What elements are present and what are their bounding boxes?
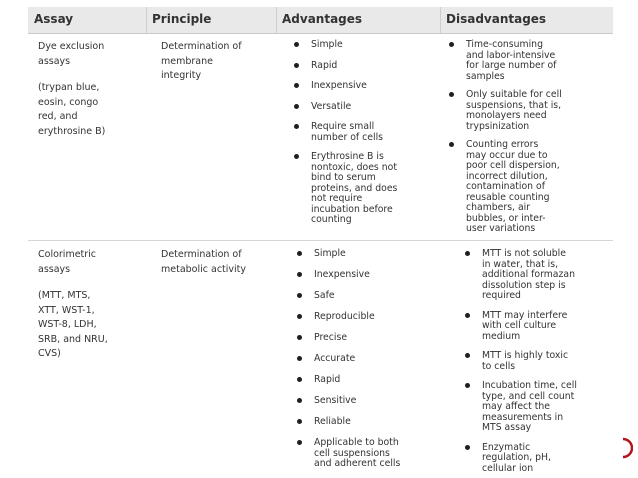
assay-text: (trypan blue, [38, 82, 100, 93]
bullet-icon [294, 83, 299, 88]
assay-text: assays [38, 55, 71, 67]
spacer [38, 69, 146, 81]
list-item: Reliable [296, 417, 441, 428]
bullet-icon [297, 251, 302, 256]
assay-text: SRB, and NRU, [38, 333, 108, 345]
list-item: MTT may interfere with cell culture medium [464, 311, 614, 343]
bullet-icon [465, 353, 470, 358]
disadvantages-list [464, 249, 614, 474]
assay-text: WST-8, LDH, [38, 319, 97, 330]
list-item: Safe [296, 291, 441, 302]
principle-text: integrity [161, 70, 202, 81]
bullet-icon [465, 251, 470, 256]
red-arc-decoration-icon [619, 437, 633, 459]
disadvantages-cell [464, 249, 614, 474]
list-item: Reproducible [296, 312, 441, 323]
header-disadvantages: Disadvantages [446, 12, 547, 26]
list-item: Rapid [296, 375, 441, 386]
principle-text: membrane [161, 55, 213, 67]
assay-cell [38, 248, 146, 362]
list-item: Time-consuming and labor-intensive for large number of samples [448, 40, 613, 82]
assay-text: assays [38, 263, 71, 275]
list-item: MTT is not soluble in water, that is, additional formazan dissolution step is required [464, 249, 614, 302]
advantages-list [293, 40, 438, 226]
table-header-row [28, 7, 613, 34]
list-item: Accurate [296, 354, 441, 365]
principle-cell [161, 248, 276, 277]
header-advantages: Advantages [282, 12, 363, 26]
principle-text: Determination of [161, 41, 242, 52]
bullet-icon [465, 445, 470, 450]
disadvantages-cell [448, 40, 613, 235]
list-item: Applicable to both cell suspensions and adherent cells [296, 438, 441, 470]
principle-text: metabolic activity [161, 263, 247, 275]
bullet-icon [297, 335, 302, 340]
list-item: Erythrosine B is nontoxic, does not bind to serum proteins, and does not require incubation before counting [293, 152, 438, 226]
bullet-icon [297, 356, 302, 361]
disadvantages-list [448, 40, 613, 235]
bullet-icon [294, 154, 299, 159]
bullet-icon [449, 142, 454, 147]
list-item: Only suitable for cell suspensions, that is, monolayers need trypsinization [448, 90, 613, 132]
bullet-icon [449, 42, 454, 47]
bullet-icon [297, 314, 302, 319]
assay-text: Dye exclusion [38, 41, 105, 52]
bullet-icon [297, 419, 302, 424]
assay-text: eosin, congo [38, 96, 99, 108]
list-item: Precise [296, 333, 441, 344]
assay-text: Colorimetric [38, 249, 97, 260]
bullet-icon [297, 272, 302, 277]
list-item: Rapid [293, 61, 438, 72]
row-divider [28, 240, 613, 241]
assay-text: CVS) [38, 348, 61, 359]
bullet-icon [465, 313, 470, 318]
assay-cell [38, 40, 146, 139]
list-item: Require small number of cells [293, 122, 438, 143]
list-item: MTT is highly toxic to cells [464, 351, 614, 372]
bullet-icon [294, 42, 299, 47]
advantages-cell [296, 249, 441, 470]
list-item: Incubation time, cell type, and cell count may affect the measurements in MTS assay [464, 381, 614, 434]
assay-text: erythrosine B) [38, 125, 106, 137]
bullet-icon [294, 63, 299, 68]
list-item: Inexpensive [296, 270, 441, 281]
list-item: Simple [293, 40, 438, 51]
header-principle: Principle [152, 12, 212, 26]
list-item: Inexpensive [293, 81, 438, 92]
bullet-icon [297, 398, 302, 403]
list-item: Versatile [293, 102, 438, 113]
principle-cell [161, 40, 276, 84]
bullet-icon [465, 383, 470, 388]
bullet-icon [297, 293, 302, 298]
list-item: Counting errors may occur due to poor cell dispersion, incorrect dilution, contamination of reusable counting chambers, air bubbles, or inter- user variations [448, 140, 613, 235]
list-item: Sensitive [296, 396, 441, 407]
assay-text: (MTT, MTS, [38, 290, 91, 301]
advantages-cell [293, 40, 438, 226]
list-item: Simple [296, 249, 441, 260]
bullet-icon [294, 104, 299, 109]
principle-text: Determination of [161, 249, 242, 260]
spacer [38, 277, 146, 289]
bullet-icon [297, 440, 302, 445]
list-item: Enzymatic regulation, pH, cellular ion [464, 443, 614, 475]
advantages-list [296, 249, 441, 470]
bullet-icon [449, 92, 454, 97]
header-assay: Assay [34, 12, 74, 26]
bullet-icon [294, 124, 299, 129]
assay-text: XTT, WST-1, [38, 304, 95, 316]
bullet-icon [297, 377, 302, 382]
assay-text: red, and [38, 111, 78, 122]
